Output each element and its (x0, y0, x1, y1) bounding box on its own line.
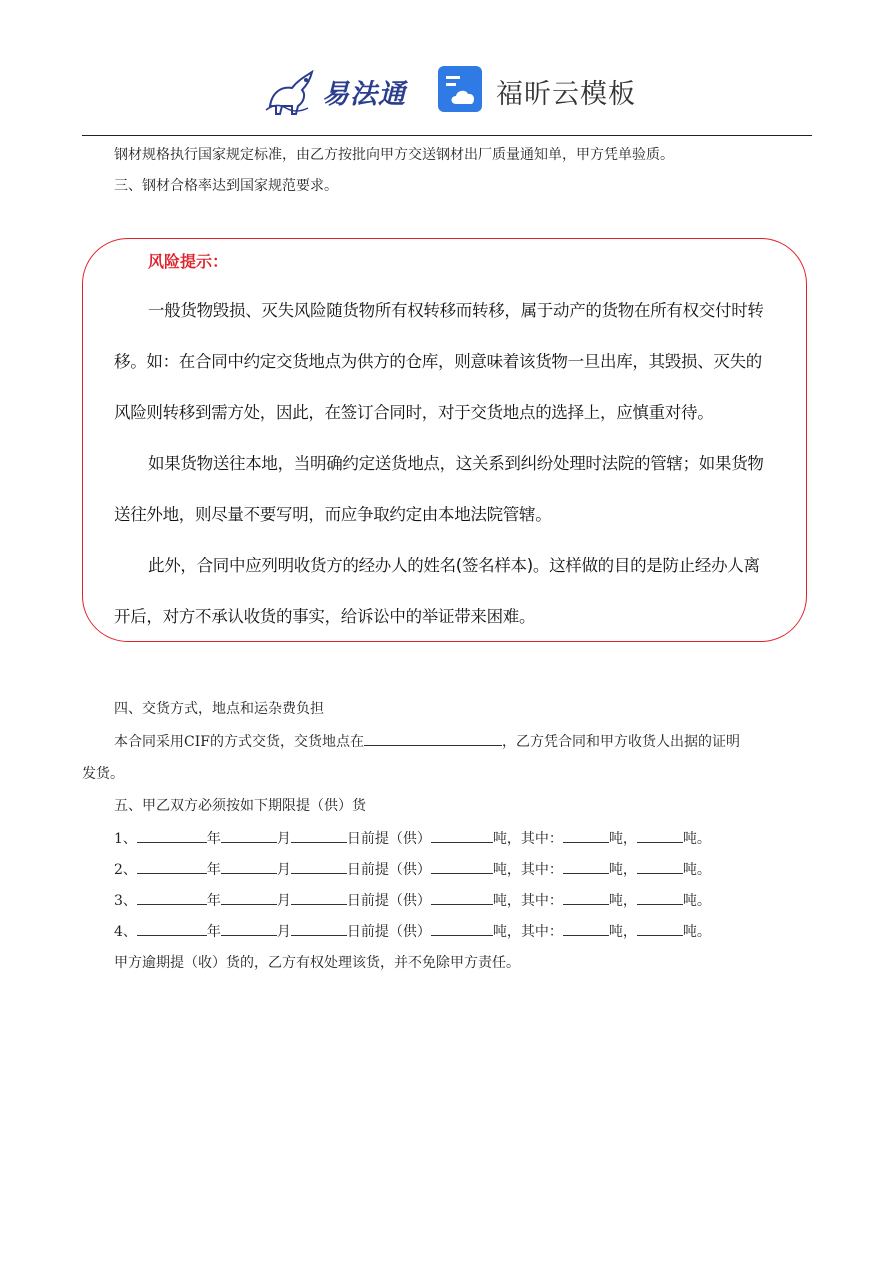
tonnage-part-b-blank[interactable] (637, 921, 683, 936)
ton-label: 吨，其中： (492, 924, 563, 940)
fuxin-logo (436, 62, 636, 118)
day-blank[interactable] (291, 890, 347, 905)
unicorn-emblem-icon (262, 62, 322, 118)
tonnage-blank[interactable] (431, 828, 493, 843)
tonnage-blank[interactable] (431, 890, 493, 905)
page-header (0, 50, 893, 130)
tonnage-part-a-blank[interactable] (563, 921, 609, 936)
brand-fuxin: 福昕云模板 (496, 79, 636, 110)
risk-notice-box (82, 238, 807, 642)
body-line-1: 钢材规格执行国家规定标准，由乙方按批向甲方交送钢材出厂质量通知单，甲方凭单验质。 (114, 147, 674, 163)
section4-text-a: 本合同采用CIF的方式交货，交货地点在 (114, 734, 364, 750)
ton-mid-label: 吨， (608, 893, 637, 909)
month-label: 月 (276, 831, 291, 847)
schedule-row-number: 3、 (114, 893, 137, 909)
ton-mid-label: 吨， (608, 862, 637, 878)
day-blank[interactable] (291, 828, 347, 843)
schedule-row-number: 1、 (114, 831, 137, 847)
tonnage-blank[interactable] (431, 859, 493, 874)
year-label: 年 (206, 924, 221, 940)
risk-line-6: 此外，合同中应列明收货方的经办人的姓名(签名样本)。这样做的目的是防止经办人离 (148, 556, 760, 575)
year-label: 年 (206, 893, 221, 909)
month-label: 月 (276, 893, 291, 909)
yifatong-logo (262, 62, 412, 118)
tonnage-part-b-blank[interactable] (637, 828, 683, 843)
delivery-location-blank[interactable] (364, 731, 502, 746)
ton-end-label: 吨。 (682, 924, 711, 940)
ton-mid-label: 吨， (608, 924, 637, 940)
risk-line-3: 风险则转移到需方处，因此，在签订合同时，对于交货地点的选择上，应慎重对待。 (114, 403, 714, 422)
section4-text (82, 731, 812, 752)
schedule-row (114, 890, 711, 910)
body-line-2: 三、钢材合格率达到国家规范要求。 (114, 178, 338, 194)
risk-notice-title: 风险提示： (148, 252, 229, 271)
month-blank[interactable] (221, 828, 277, 843)
risk-line-7: 开后，对方不承认收货的事实，给诉讼中的举证带来困难。 (114, 607, 536, 626)
tonnage-part-b-blank[interactable] (637, 890, 683, 905)
schedule-row-number: 2、 (114, 862, 137, 878)
schedule-row (114, 828, 711, 848)
year-blank[interactable] (137, 890, 207, 905)
tonnage-part-a-blank[interactable] (563, 859, 609, 874)
section4-heading: 四、交货方式，地点和运杂费负担 (114, 701, 324, 717)
section4-text-b: ，乙方凭合同和甲方收货人出据的证明 (501, 734, 740, 750)
year-blank[interactable] (137, 828, 207, 843)
risk-line-4: 如果货物送往本地，当明确约定送货地点，这关系到纠纷处理时法院的管辖；如果货物 (148, 454, 764, 473)
schedule-row-number: 4、 (114, 924, 137, 940)
year-blank[interactable] (137, 859, 207, 874)
year-label: 年 (206, 831, 221, 847)
ton-label: 吨，其中： (492, 831, 563, 847)
tonnage-part-a-blank[interactable] (563, 828, 609, 843)
ton-end-label: 吨。 (682, 893, 711, 909)
day-label: 日前提（供） (346, 893, 431, 909)
section5-heading: 五、甲乙双方必须按如下期限提（供）货 (114, 798, 366, 814)
schedule-row (114, 859, 711, 879)
day-blank[interactable] (291, 921, 347, 936)
header-divider (82, 135, 812, 136)
day-label: 日前提（供） (346, 862, 431, 878)
ton-label: 吨，其中： (492, 862, 563, 878)
risk-line-5: 送往外地，则尽量不要写明，而应争取约定由本地法院管辖。 (114, 505, 552, 524)
ton-mid-label: 吨， (608, 831, 637, 847)
risk-line-1: 一般货物毁损、灭失风险随货物所有权转移而转移，属于动产的货物在所有权交付时转 (148, 301, 764, 320)
day-blank[interactable] (291, 859, 347, 874)
year-label: 年 (206, 862, 221, 878)
year-blank[interactable] (137, 921, 207, 936)
month-blank[interactable] (221, 921, 277, 936)
schedule-row (114, 921, 711, 941)
day-label: 日前提（供） (346, 831, 431, 847)
brand-yifatong: 易法通 (322, 79, 406, 110)
month-blank[interactable] (221, 859, 277, 874)
cloud-document-icon (436, 62, 486, 114)
tonnage-part-a-blank[interactable] (563, 890, 609, 905)
ton-label: 吨，其中： (492, 893, 563, 909)
month-label: 月 (276, 924, 291, 940)
risk-line-2: 移。如：在合同中约定交货地点为供方的仓库，则意味着该货物一旦出库，其毁损、灭失的 (114, 352, 763, 371)
section5-footer: 甲方逾期提（收）货的，乙方有权处理该货，并不免除甲方责任。 (114, 955, 520, 971)
section4-text-c: 发货。 (82, 766, 124, 782)
day-label: 日前提（供） (346, 924, 431, 940)
tonnage-part-b-blank[interactable] (637, 859, 683, 874)
month-label: 月 (276, 862, 291, 878)
tonnage-blank[interactable] (431, 921, 493, 936)
ton-end-label: 吨。 (682, 862, 711, 878)
month-blank[interactable] (221, 890, 277, 905)
ton-end-label: 吨。 (682, 831, 711, 847)
